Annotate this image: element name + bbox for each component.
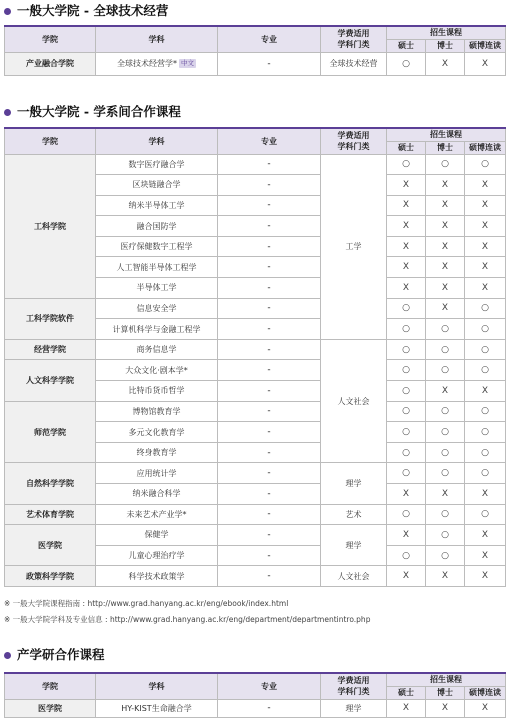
combined-cell: ○ (465, 463, 506, 484)
master-cell: ○ (387, 381, 426, 402)
combined-cell: X (465, 257, 506, 278)
header-master: 硕士 (387, 39, 426, 52)
specialty-cell: - (218, 360, 321, 381)
specialty-cell: - (218, 278, 321, 299)
major-cell: 科学技术政策学 (96, 566, 218, 587)
doctor-cell: ○ (426, 504, 465, 525)
header-master: 硕士 (387, 686, 426, 699)
major-cell: 未来艺术产业学* (96, 504, 218, 525)
specialty-cell: - (218, 401, 321, 422)
fee-cell: 理学 (321, 525, 387, 566)
fee-cell: 理学 (321, 699, 387, 717)
header-major: 学科 (96, 673, 218, 699)
fee-cell: 人文社会 (321, 566, 387, 587)
specialty-cell: - (218, 236, 321, 257)
master-cell: ○ (387, 504, 426, 525)
combined-cell: ○ (465, 401, 506, 422)
master-cell: X (387, 257, 426, 278)
major-cell: 终身教育学 (96, 442, 218, 463)
major-cell: 商务信息学 (96, 339, 218, 360)
dept-cell: 医学院 (5, 699, 96, 717)
table-row (5, 401, 506, 422)
section-interdepartmental (4, 103, 505, 587)
table-row (5, 504, 506, 525)
doctor-cell: X (426, 278, 465, 299)
doctor-cell: X (426, 699, 465, 717)
specialty-cell: - (218, 566, 321, 587)
combined-cell: X (465, 381, 506, 402)
major-cell: 比特币货币哲学 (96, 381, 218, 402)
section-global-tech (4, 2, 505, 76)
combined-cell: X (465, 216, 506, 237)
master-cell: ○ (387, 298, 426, 319)
specialty-cell: - (218, 504, 321, 525)
major-cell: 纳米半导体工学 (96, 195, 218, 216)
section-industry-academia (4, 646, 505, 718)
major-cell: 医疗保健数字工程学 (96, 236, 218, 257)
header-recruit: 招生课程 (387, 128, 506, 141)
header-recruit: 招生课程 (387, 673, 506, 686)
specialty-cell: - (218, 422, 321, 443)
master-cell: X (387, 278, 426, 299)
dept-cell: 产业融合学院 (5, 52, 96, 75)
major-cell: 儿童心理治疗学 (96, 545, 218, 566)
combined-cell: X (465, 484, 506, 505)
header-combined: 硕博连读 (465, 39, 506, 52)
doctor-cell: X (426, 566, 465, 587)
dept-cell: 师范学院 (5, 401, 96, 463)
header-dept: 学院 (5, 128, 96, 154)
dept-cell: 人文科学学院 (5, 360, 96, 401)
table-row (5, 298, 506, 319)
header-doctor: 博士 (426, 686, 465, 699)
major-cell: 多元文化教育学 (96, 422, 218, 443)
fee-cell: 全球技术经营 (321, 52, 387, 75)
specialty-cell: - (218, 442, 321, 463)
language-badge: 中文 (181, 59, 194, 67)
major-cell: 半导体工学 (96, 278, 218, 299)
doctor-cell: X (426, 195, 465, 216)
header-recruit: 招生课程 (387, 26, 506, 39)
combined-cell: X (465, 566, 506, 587)
specialty-cell: - (218, 52, 321, 75)
fee-cell: 理学 (321, 463, 387, 504)
table-row (5, 525, 506, 546)
combined-cell: X (465, 545, 506, 566)
dept-cell: 政策科学学院 (5, 566, 96, 587)
bullet-icon (4, 652, 11, 659)
doctor-cell: ○ (426, 360, 465, 381)
table-body (5, 154, 506, 586)
specialty-cell: - (218, 545, 321, 566)
doctor-cell: ○ (426, 422, 465, 443)
doctor-cell: X (426, 298, 465, 319)
table-row (5, 52, 506, 75)
table-global-tech (4, 25, 506, 76)
fee-cell: 艺术 (321, 504, 387, 525)
combined-cell: X (465, 525, 506, 546)
section-title: 产学研合作课程 (4, 646, 505, 664)
fee-cell: 人文社会 (321, 339, 387, 463)
major-cell: 大众文化·剧本学* (96, 360, 218, 381)
header-major: 学科 (96, 26, 218, 52)
doctor-cell: X (426, 484, 465, 505)
section-title: 一般大学院 - 全球技术经营 (4, 2, 505, 20)
header-dept: 学院 (5, 26, 96, 52)
master-cell: X (387, 236, 426, 257)
table-row (5, 360, 506, 381)
specialty-cell: - (218, 525, 321, 546)
combined-cell: ○ (465, 298, 506, 319)
combined-cell: ○ (465, 360, 506, 381)
header-specialty: 专业 (218, 673, 321, 699)
doctor-cell: ○ (426, 442, 465, 463)
dept-cell: 自然科学学院 (5, 463, 96, 504)
master-cell: X (387, 525, 426, 546)
master-cell: X (387, 175, 426, 196)
dept-cell: 经营学院 (5, 339, 96, 360)
table-row (5, 339, 506, 360)
doctor-cell: X (426, 52, 465, 75)
master-cell: ○ (387, 360, 426, 381)
header-specialty: 专业 (218, 26, 321, 52)
specialty-cell: - (218, 257, 321, 278)
table-row (5, 463, 506, 484)
dept-cell: 艺术体育学院 (5, 504, 96, 525)
table-row (5, 154, 506, 175)
header-specialty: 专业 (218, 128, 321, 154)
master-cell: ○ (387, 401, 426, 422)
major-cell: 信息安全学 (96, 298, 218, 319)
header-combined: 硕博连读 (465, 686, 506, 699)
master-cell: ○ (387, 422, 426, 443)
doctor-cell: ○ (426, 463, 465, 484)
dept-cell: 工科学院 (5, 154, 96, 298)
specialty-cell: - (218, 298, 321, 319)
table-industry-academia (4, 672, 506, 718)
combined-cell: ○ (465, 339, 506, 360)
master-cell: ○ (387, 154, 426, 175)
specialty-cell: - (218, 381, 321, 402)
bullet-icon (4, 109, 11, 116)
doctor-cell: ○ (426, 154, 465, 175)
master-cell: ○ (387, 319, 426, 340)
dept-cell: 医学院 (5, 525, 96, 566)
specialty-cell: - (218, 319, 321, 340)
specialty-cell: - (218, 195, 321, 216)
specialty-cell: - (218, 484, 321, 505)
note-dept-info: ※ 一般大学院学科及专业信息 : http://www.grad.hanyang.ac.kr/eng/department/departmentintro.php (4, 615, 371, 624)
combined-cell: X (465, 175, 506, 196)
header-fee: 学费适用 学科门类 (321, 26, 387, 52)
header-dept: 学院 (5, 673, 96, 699)
doctor-cell: ○ (426, 401, 465, 422)
major-cell: 融合国防学 (96, 216, 218, 237)
major-cell: 区块链融合学 (96, 175, 218, 196)
specialty-cell: - (218, 216, 321, 237)
header-major: 学科 (96, 128, 218, 154)
combined-cell: ○ (465, 422, 506, 443)
note-course-guide: ※ 一般大学院课程指南 : http://www.grad.hanyang.ac.kr/eng/ebook/index.html (4, 599, 289, 608)
combined-cell: X (465, 699, 506, 717)
header-fee: 学费适用 学科门类 (321, 128, 387, 154)
major-cell: 全球技术经营学* 中文 (96, 52, 218, 75)
major-cell: 数字医疗融合学 (96, 154, 218, 175)
doctor-cell: X (426, 257, 465, 278)
major-cell: 保健学 (96, 525, 218, 546)
section-title: 一般大学院 - 学系间合作课程 (4, 103, 505, 121)
header-master: 硕士 (387, 141, 426, 154)
combined-cell: ○ (465, 442, 506, 463)
master-cell: X (387, 195, 426, 216)
combined-cell: ○ (465, 154, 506, 175)
major-cell: HY-KIST生命融合学 (96, 699, 218, 717)
bullet-icon (4, 8, 11, 15)
major-cell: 博物馆教育学 (96, 401, 218, 422)
major-cell: 应用统计学 (96, 463, 218, 484)
combined-cell: X (465, 236, 506, 257)
master-cell: ○ (387, 442, 426, 463)
header-doctor: 博士 (426, 39, 465, 52)
combined-cell: ○ (465, 319, 506, 340)
master-cell: ○ (387, 463, 426, 484)
header-doctor: 博士 (426, 141, 465, 154)
master-cell: ○ (387, 52, 426, 75)
combined-cell: ○ (465, 504, 506, 525)
specialty-cell: - (218, 699, 321, 717)
doctor-cell: ○ (426, 319, 465, 340)
table-row (5, 699, 506, 717)
master-cell: X (387, 566, 426, 587)
specialty-cell: - (218, 175, 321, 196)
major-cell: 人工智能半导体工程学 (96, 257, 218, 278)
header-fee: 学费适用 学科门类 (321, 673, 387, 699)
doctor-cell: X (426, 216, 465, 237)
combined-cell: X (465, 278, 506, 299)
master-cell: ○ (387, 339, 426, 360)
doctor-cell: ○ (426, 525, 465, 546)
table-interdepartmental (4, 127, 506, 587)
major-cell: 纳米融合科学 (96, 484, 218, 505)
specialty-cell: - (218, 154, 321, 175)
master-cell: X (387, 216, 426, 237)
master-cell: X (387, 484, 426, 505)
master-cell: X (387, 699, 426, 717)
doctor-cell: ○ (426, 545, 465, 566)
specialty-cell: - (218, 339, 321, 360)
combined-cell: X (465, 52, 506, 75)
combined-cell: X (465, 195, 506, 216)
doctor-cell: X (426, 175, 465, 196)
table-row (5, 566, 506, 587)
doctor-cell: X (426, 381, 465, 402)
dept-cell: 工科学院软件 (5, 298, 96, 339)
major-cell: 计算机科学与金融工程学 (96, 319, 218, 340)
doctor-cell: X (426, 236, 465, 257)
doctor-cell: ○ (426, 339, 465, 360)
master-cell: ○ (387, 545, 426, 566)
fee-cell: 工学 (321, 154, 387, 339)
specialty-cell: - (218, 463, 321, 484)
header-combined: 硕博连读 (465, 141, 506, 154)
